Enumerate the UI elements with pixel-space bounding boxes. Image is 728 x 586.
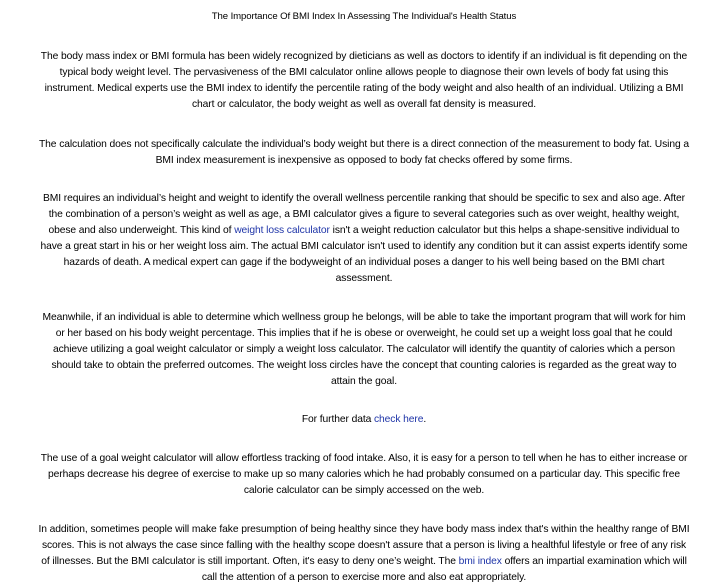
check-here-link[interactable]: check here (374, 414, 424, 426)
paragraph-bmi-requirements (38, 191, 690, 286)
bmi-index-link[interactable]: bmi index (458, 555, 502, 567)
weight-loss-calculator-link[interactable]: weight loss calculator (234, 225, 330, 237)
paragraph-text-after-link: offers an impartial examination which will call the attention of a person to exercise more and also eat appropriately. (201, 555, 687, 583)
paragraph-healthy-presumption (38, 522, 690, 586)
paragraph-text-after-link: isn't a weight reduction calculator but this helps a shape-sensitive individual to have a great start in his or her weight loss aim. The actual BMI calculator isn't used to identify any condition but it can assist experts identify some hazards of death. A medical expert can gage if the bodyweight of an individual poses a danger to his well being based on the BMI chart assessment. (40, 225, 688, 284)
paragraph-further-data (38, 412, 690, 428)
paragraph-bmi-intro: The body mass index or BMI formula has been widely recognized by dieticians as well as doctors to identify if an individual is fit depending on the typical body weight level. The pervasiveness of the BMI calculator online allows people to diagnose their own levels of body fat using this instrument. Medical experts use the BMI index to identify the percentile rating of the body weight and also health of an individual. Utilizing a BMI chart or calculator, the body weight as well as overall fat density is measured. (40, 51, 688, 110)
paragraph-wellness-group: Meanwhile, if an individual is able to determine which wellness group he belongs, will be able to take the important program that will work for him or her based on his body weight percentage. This implies that if he is obese or overweight, he could set up a weight loss goal that he could achieve utilizing a goal weight calculator or simply a weight loss calculator. The calculator will identify the quantity of calories which a person should take to obtain the preferred outcomes. The weight loss circles have the concept that counting calories is regarded as the great way to attain the goal. (42, 311, 686, 387)
document-title: The Importance Of BMI Index In Assessing The Individual's Health Status (211, 11, 517, 22)
paragraph-calculation: The calculation does not specifically calculate the individual’s body weight but there is a direct connection of the measurement to body fat. Using a BMI index measurement is inexpensive as opposed to body fat checks offered by some firms. (38, 138, 689, 166)
paragraph-text-before-link: In addition, sometimes people will make fake presumption of being healthy since they have body mass index that's within the healthy range of BMI scores. This is not always the case since falling with the healthy scope doesn't assure that a person is living a healthful lifestyle or free of any risk of illnesses. But the BMI calculator is still important. Often, it's easy to deny one’s weight. The (38, 524, 690, 567)
paragraph-text-before-link: BMI requires an individual’s height and weight to identify the overall wellness percentile ranking that should be specific to sex and also age. After the combination of a person’s weight as well as age, a BMI calculator gives a figure to several categories such as over weight, healthy weight, obese and also underweight. This kind of (42, 193, 685, 237)
paragraph-goal-weight: The use of a goal weight calculator will allow effortless tracking of food intake. Also, it is easy for a person to tell when he has to either increase or perhaps decrease his degree of exercise to make up so many calories which he had probably consumed on a particular day. This specific free calorie calculator can be simply accessed on the web. (40, 453, 688, 497)
paragraph-text-after-link: . (423, 414, 427, 426)
paragraph-text-before-link: For further data (301, 414, 374, 426)
